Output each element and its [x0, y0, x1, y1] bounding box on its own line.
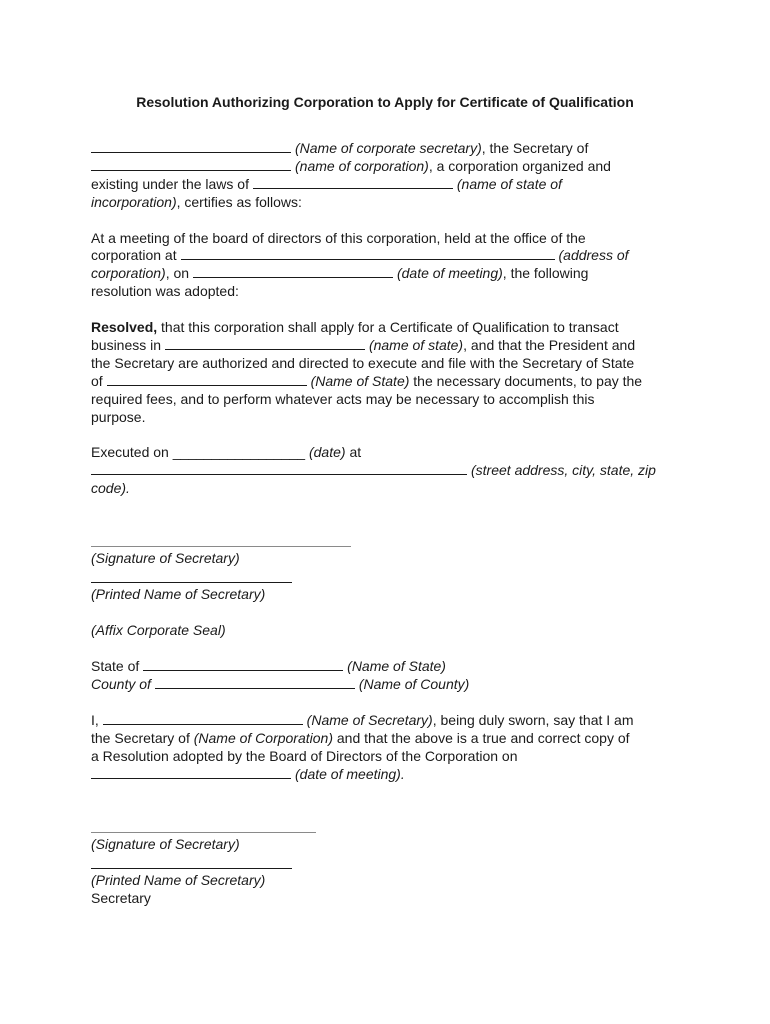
corporation-name-blank[interactable] [91, 158, 291, 171]
state-hint: (name of state of [456, 176, 562, 192]
signature-line-2[interactable] [91, 832, 316, 833]
state-of-incorporation-blank[interactable] [253, 176, 453, 189]
signature-line-1[interactable] [91, 546, 351, 547]
printed-name-line-1[interactable] [91, 582, 292, 583]
venue-state-line: State of (Name of State) [91, 658, 446, 674]
resolved-line-5: required fees, and to perform whatever acts may be necessary to accomplish this [91, 391, 595, 407]
oath-line-4: (date of meeting). [91, 765, 405, 783]
oath-line-1: I, (Name of Secretary), being duly sworn, say that I am [91, 712, 634, 728]
oath-line-3: a Resolution adopted by the Board of Directors of the Corporation on [91, 748, 518, 764]
intro-line-3: existing under the laws of (name of state of [91, 176, 562, 192]
resolved-keyword: Resolved, [91, 319, 158, 335]
meeting-line-4: resolution was adopted: [91, 283, 239, 299]
corporation-hint: (name of corporation) [295, 158, 429, 174]
venue-county-line: County of (Name of County) [91, 676, 470, 692]
filing-state-blank[interactable] [107, 373, 307, 386]
printed-name-label-1: (Printed Name of Secretary) [91, 586, 266, 602]
executed-line-2: (street address, city, state, zip [91, 461, 656, 479]
executed-line-1: Executed on _________________ (date) at [91, 444, 362, 460]
resolved-line-3: the Secretary are authorized and directed to execute and file with the Secretary of State [91, 355, 635, 371]
corporation-address-blank[interactable] [181, 247, 555, 260]
resolved-line-6: purpose. [91, 409, 146, 425]
signature-label-1: (Signature of Secretary) [91, 550, 240, 566]
printed-name-line-2[interactable] [91, 868, 292, 869]
venue-state-blank[interactable] [143, 658, 343, 671]
oath-secretary-blank[interactable] [103, 712, 303, 725]
secretary-hint: (Name of corporate secretary) [295, 140, 482, 156]
meeting-line-3: corporation), on (date of meeting), the following [91, 265, 589, 281]
meeting-line-1: At a meeting of the board of directors of this corporation, held at the office of the [91, 230, 586, 246]
meeting-date-blank[interactable] [193, 265, 393, 278]
printed-name-label-2: (Printed Name of Secretary) [91, 872, 266, 888]
venue-county-blank[interactable] [155, 676, 355, 689]
meeting-line-2: corporation at (address of [91, 247, 629, 263]
execution-address-blank[interactable] [91, 462, 467, 475]
intro-line-1: (Name of corporate secretary), the Secretary of [91, 139, 588, 157]
resolved-line-4: of (Name of State) the necessary documents, to pay the [91, 373, 643, 389]
corporate-seal-note: (Affix Corporate Seal) [91, 622, 226, 638]
document-title: Resolution Authorizing Corporation to Apply for Certificate of Qualification [136, 94, 634, 110]
resolved-line-1: Resolved, that this corporation shall apply for a Certificate of Qualification to transact [91, 319, 619, 335]
oath-line-2: the Secretary of (Name of Corporation) and that the above is a true and correct copy of [91, 730, 630, 746]
oath-date-blank[interactable] [91, 766, 291, 779]
secretary-role-label: Secretary [91, 890, 151, 906]
business-state-blank[interactable] [165, 337, 365, 350]
intro-line-2: (name of corporation), a corporation organized and [91, 157, 611, 175]
executed-line-3: code). [91, 480, 130, 496]
intro-line-4: incorporation), certifies as follows: [91, 194, 302, 210]
secretary-name-blank[interactable] [91, 140, 291, 153]
signature-label-2: (Signature of Secretary) [91, 836, 240, 852]
resolved-line-2: business in (name of state), and that the President and [91, 337, 636, 353]
